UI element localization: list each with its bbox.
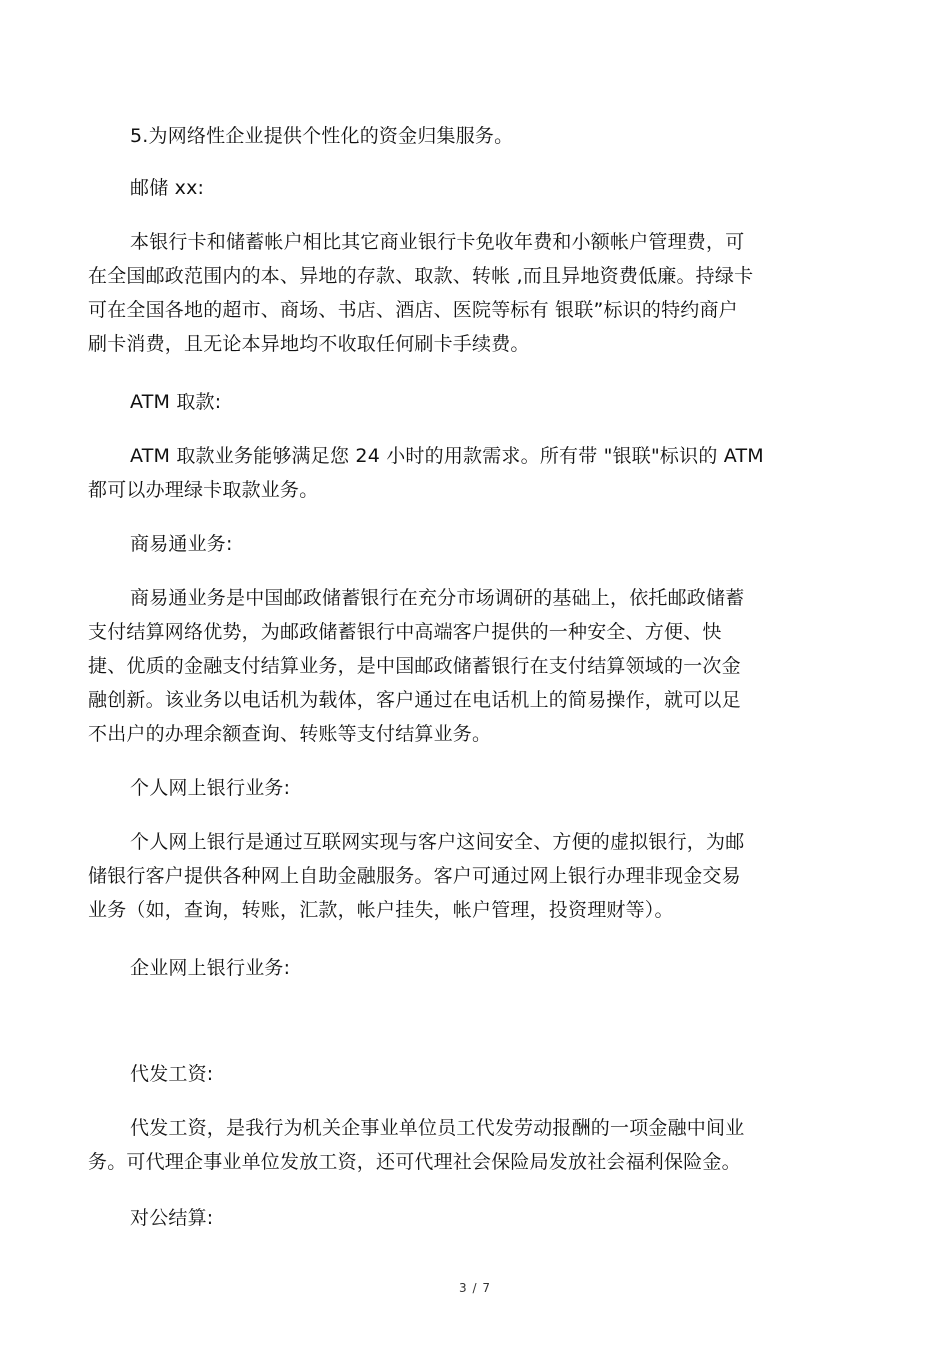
paragraph-line: 个人网上银行是通过互联网实现与客户这间安全、方便的虚拟银行，为邮	[130, 831, 745, 853]
heading-postal-savings: 邮储 xx:	[130, 177, 205, 199]
heading-atm-withdrawal: ATM 取款:	[130, 391, 222, 413]
paragraph-line: 代发工资，是我行为机关企事业单位员工代发劳动报酬的一项金融中间业	[130, 1117, 745, 1139]
paragraph-line: 融创新。该业务以电话机为载体，客户通过在电话机上的简易操作，就可以足	[88, 689, 741, 711]
heading-corporate-online-banking: 企业网上银行业务:	[130, 957, 291, 979]
paragraph-line: 储银行客户提供各种网上自助金融服务。客户可通过网上银行办理非现金交易	[88, 865, 741, 887]
paragraph-line: 可在全国各地的超市、商场、书店、酒店、医院等标有 银联”标识的特约商户	[88, 299, 738, 321]
paragraph-line: 业务（如，查询，转账，汇款，帐户挂失，帐户管理，投资理财等）。	[88, 899, 674, 921]
paragraph-line: 在全国邮政范围内的本、异地的存款、取款、转帐 ,而且异地资费低廉。持绿卡	[88, 265, 754, 287]
heading-corporate-settlement: 对公结算:	[130, 1207, 214, 1229]
paragraph-line: 支付结算网络优势，为邮政储蓄银行中高端客户提供的一种安全、方便、快	[88, 621, 722, 643]
heading-shangyitong: 商易通业务:	[130, 533, 233, 555]
paragraph-line: 本银行卡和储蓄帐户相比其它商业银行卡免收年费和小额帐户管理费，可	[130, 231, 745, 253]
paragraph-line: 都可以办理绿卡取款业务。	[88, 479, 319, 501]
paragraph-line: 不出户的办理余额查询、转账等支付结算业务。	[88, 723, 492, 745]
page-number: 3 / 7	[459, 1281, 491, 1295]
paragraph-line: ATM 取款业务能够满足您 24 小时的用款需求。所有带 "银联"标识的 ATM	[130, 445, 764, 467]
paragraph-line: 务。可代理企事业单位发放工资，还可代理社会保险局发放社会福利保险金。	[88, 1151, 741, 1173]
heading-payroll-agency: 代发工资:	[130, 1063, 214, 1085]
heading-personal-online-banking: 个人网上银行业务:	[130, 777, 291, 799]
paragraph-line: 捷、优质的金融支付结算业务，是中国邮政储蓄银行在支付结算领域的一次金	[88, 655, 741, 677]
paragraph-line: 商易通业务是中国邮政储蓄银行在充分市场调研的基础上，依托邮政储蓄	[130, 587, 745, 609]
paragraph-item-5: 5.为网络性企业提供个性化的资金归集服务。	[130, 125, 514, 147]
paragraph-line: 刷卡消费，且无论本异地均不收取任何刷卡手续费。	[88, 333, 530, 355]
